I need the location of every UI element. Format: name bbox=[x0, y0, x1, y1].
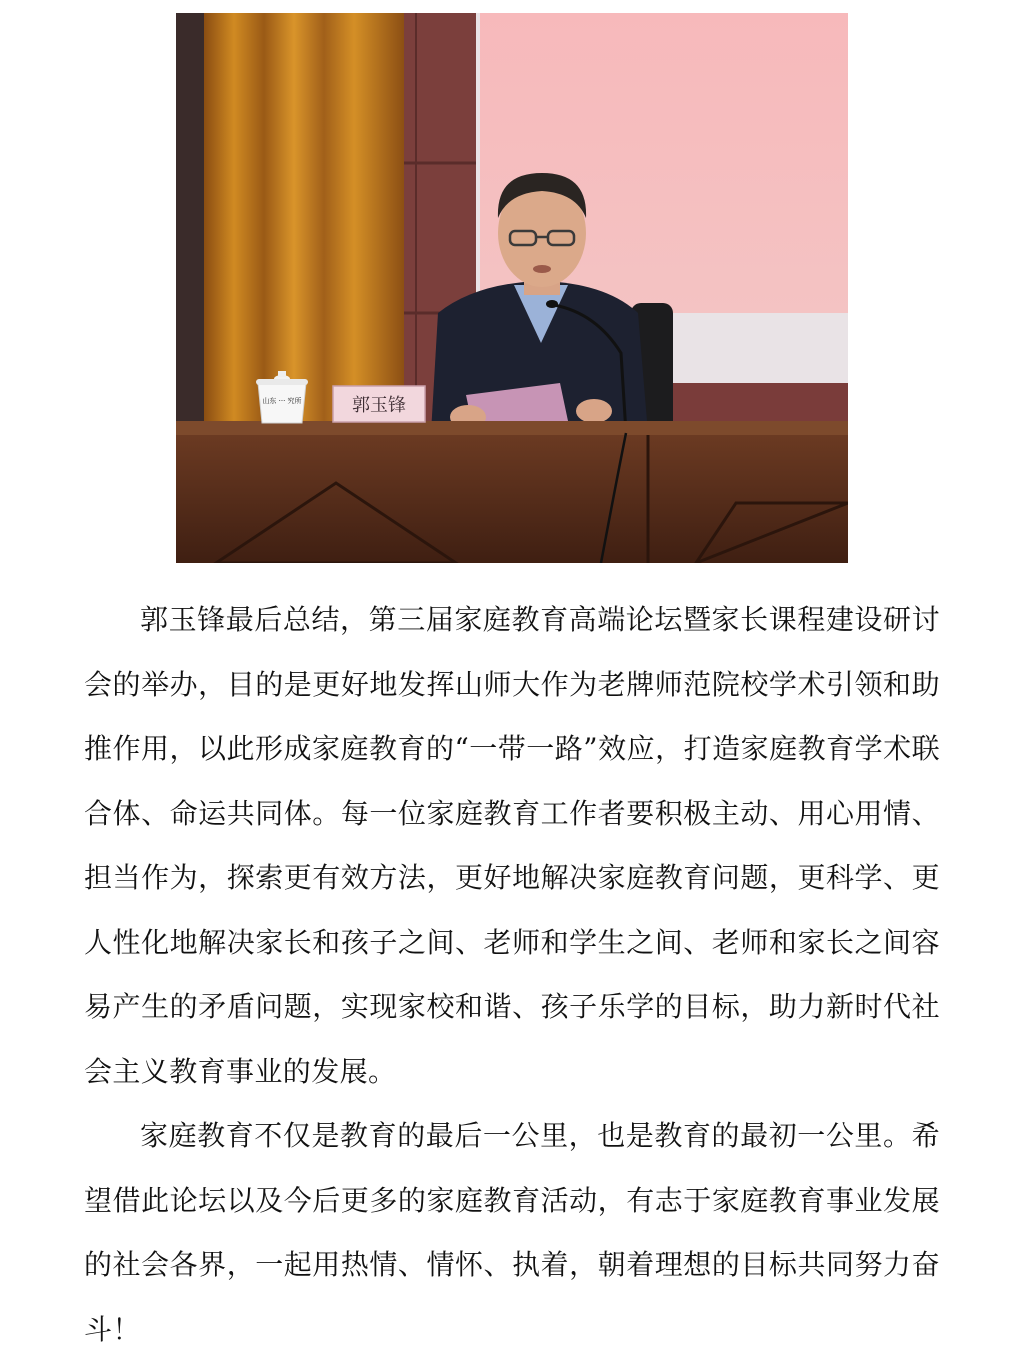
speaker-at-podium-illustration bbox=[176, 13, 848, 563]
paragraph-closing: 家庭教育不仅是教育的最后一公里，也是教育的最初一公里。希望借此论坛以及今后更多的家庭教育活动，有志于家庭教育事业发展的社会各界，一起用热情、情怀、执着，朝着理想的目标共同努力奋斗！ bbox=[84, 1119, 940, 1346]
cup-text: 山东 ··· 究所 bbox=[262, 397, 302, 405]
nameplate-text: 郭玉锋 bbox=[352, 395, 406, 416]
paragraph-summary: 郭玉锋最后总结，第三届家庭教育高端论坛暨家长课程建设研讨会的举办，目的是更好地发挥山师大作为老牌师范院校学术引领和助推作用，以此形成家庭教育的“一带一路”效应，打造家庭教育学术联合体、命运共同体。每一位家庭教育工作者要积极主动、用心用情、担当作为，探索更有效方法，更好地解决家庭教育问题，更科学、更人性化地解决家长和孩子之间、老师和学生之间、老师和家长之间容易产生的矛盾问题，实现家校和谐、孩子乐学的目标，助力新时代社会主义教育事业的发展。 bbox=[84, 603, 940, 1088]
speaker-photo bbox=[176, 13, 848, 563]
article-body bbox=[84, 588, 940, 1362]
